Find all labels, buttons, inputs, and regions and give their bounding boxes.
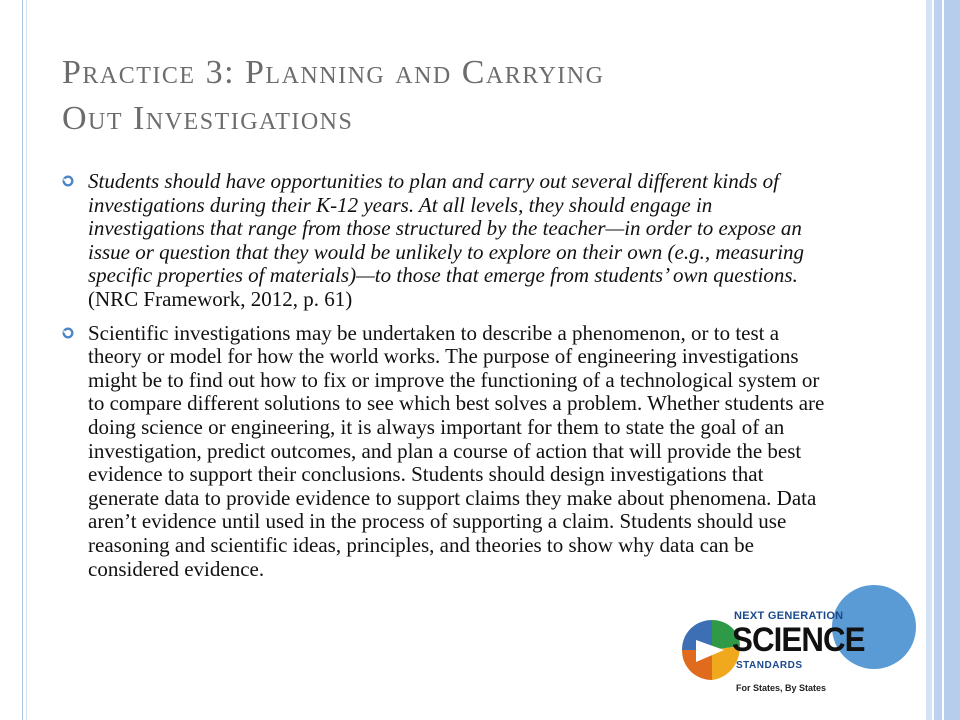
slide-body	[62, 170, 832, 591]
logo-tagline: For States, By States	[736, 683, 827, 693]
citation-text: (NRC Framework, 2012, p. 61)	[88, 286, 353, 311]
logo-main-text: SCIENCE	[732, 621, 865, 659]
slide-title-line-1: Practice 3: Planning and Carrying	[62, 54, 605, 91]
bullet-item	[62, 322, 832, 582]
slide-title	[62, 50, 862, 142]
frame-line-left-inner	[26, 0, 27, 720]
logo-sub-text: STANDARDS	[736, 660, 803, 671]
frame-line-left	[22, 0, 23, 720]
right-decorative-band	[920, 0, 960, 720]
logo-top-text: NEXT GENERATION	[734, 610, 844, 622]
bullet-icon	[62, 327, 74, 339]
bullet-item	[62, 170, 832, 312]
bullet-text	[88, 170, 832, 312]
bullet-icon	[62, 175, 74, 187]
slide-title-line-2: Out Investigations	[62, 100, 354, 137]
bullet-text: Scientific investigations may be undertaken to describe a phenomenon, or to test a theory or model for how the world works. The purpose of engineering investigations might be to find out how to fix or improve the functioning of a technological system or to compare different solutions to see which best solves a problem. Whether students are doing science or engineering, it is always important for them to state the goal of an investigation, predict outcomes, and plan a course of action that will provide the best evidence to support their conclusions. Students should design investigations that generate data to provide evidence to support claims they make about phenomena. Data aren’t evidence until used in the process of supporting a claim. Students should use reasoning and scientific ideas, principles, and theories to show why data can be considered evidence.	[88, 320, 825, 581]
quote-text: Students should have opportunities to plan and carry out several different kinds of investigations during their K-12 years. At all levels, they should engage in investigations that range from those structured by the teacher—in order to expose an issue or question that they would be unlikely to explore on their own (e.g., measuring specific properties of materials)—to those that emerge from students’ own questions.	[88, 169, 805, 288]
ngss-logo	[676, 608, 865, 704]
